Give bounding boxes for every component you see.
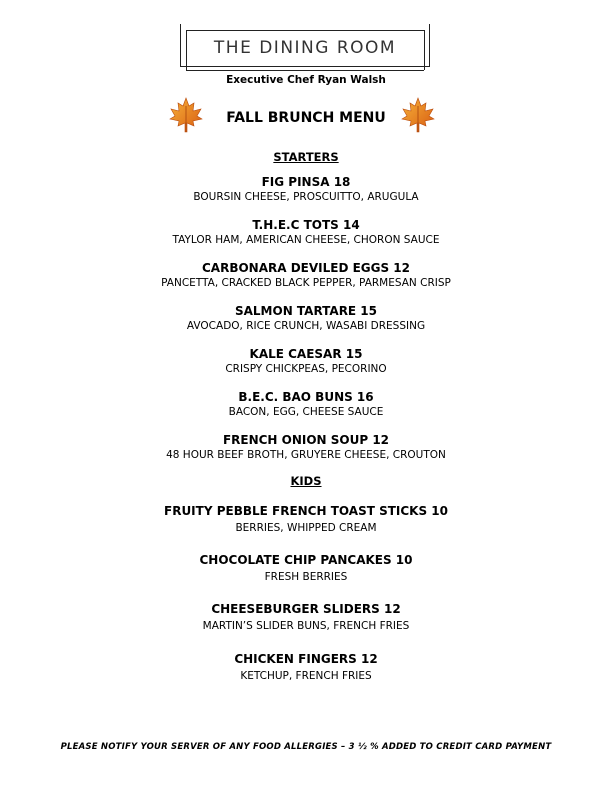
menu-item-name: FIG PINSA 18 <box>261 175 351 189</box>
menu-item <box>0 503 612 535</box>
menu-item-description: BERRIES, WHIPPED CREAM <box>235 522 377 534</box>
menu-item-description: CRISPY CHICKPEAS, PECORINO <box>225 363 387 375</box>
menu-item-name: CHOCOLATE CHIP PANCAKES 10 <box>199 553 413 567</box>
menu-item-name: T.H.E.C TOTS 14 <box>252 218 360 232</box>
menu-item-name: FRENCH ONION SOUP 12 <box>222 433 390 447</box>
menu-item-name: B.E.C. BAO BUNS 16 <box>238 390 374 404</box>
menu-item <box>0 303 612 333</box>
menu-item-description: KETCHUP, FRENCH FRIES <box>240 670 372 682</box>
menu-item-name: KALE CAESAR 15 <box>249 347 363 361</box>
chef-name: Executive Chef Ryan Walsh <box>226 74 386 86</box>
menu-item <box>0 217 612 247</box>
menu-item-name: CHEESEBURGER SLIDERS 12 <box>211 602 401 616</box>
menu-item-name: SALMON TARTARE 15 <box>234 304 378 318</box>
restaurant-name: THE DINING ROOM <box>213 38 397 58</box>
menu-item-description: 48 HOUR BEEF BROTH, GRUYERE CHEESE, CROUTON <box>166 449 446 461</box>
menu-item <box>0 389 612 419</box>
menu-item-description: FRESH BERRIES <box>264 571 348 583</box>
menu-item-name: CARBONARA DEVILED EGGS 12 <box>201 261 411 275</box>
menu-item <box>0 601 612 633</box>
menu-item-description: MARTIN’S SLIDER BUNS, FRENCH FRIES <box>202 620 410 632</box>
menu-item-description: PANCETTA, CRACKED BLACK PEPPER, PARMESAN CRISP <box>161 277 451 289</box>
menu-item-name: CHICKEN FINGERS 12 <box>234 652 378 666</box>
menu-item-description: BACON, EGG, CHEESE SAUCE <box>228 406 384 418</box>
menu-item <box>0 260 612 290</box>
menu-item-description: AVOCADO, RICE CRUNCH, WASABI DRESSING <box>186 320 426 332</box>
menu-item-description: TAYLOR HAM, AMERICAN CHEESE, CHORON SAUCE <box>172 234 440 246</box>
allergy-notice: PLEASE NOTIFY YOUR SERVER OF ANY FOOD ALLERGIES – 3 ½ % ADDED TO CREDIT CARD PAYMENT <box>60 742 552 752</box>
menu-item <box>0 552 612 584</box>
menu-item <box>0 651 612 683</box>
menu-item <box>0 432 612 462</box>
menu-item-name: FRUITY PEBBLE FRENCH TOAST STICKS 10 <box>164 504 448 518</box>
menu-item-description: BOURSIN CHEESE, PROSCUITTO, ARUGULA <box>193 191 419 203</box>
menu-title: FALL BRUNCH MENU <box>226 110 386 126</box>
section-heading-kids: KIDS <box>290 474 322 488</box>
section-heading-starters: STARTERS <box>273 150 339 164</box>
menu-item <box>0 174 612 204</box>
restaurant-logo <box>180 24 430 72</box>
menu-item <box>0 346 612 376</box>
